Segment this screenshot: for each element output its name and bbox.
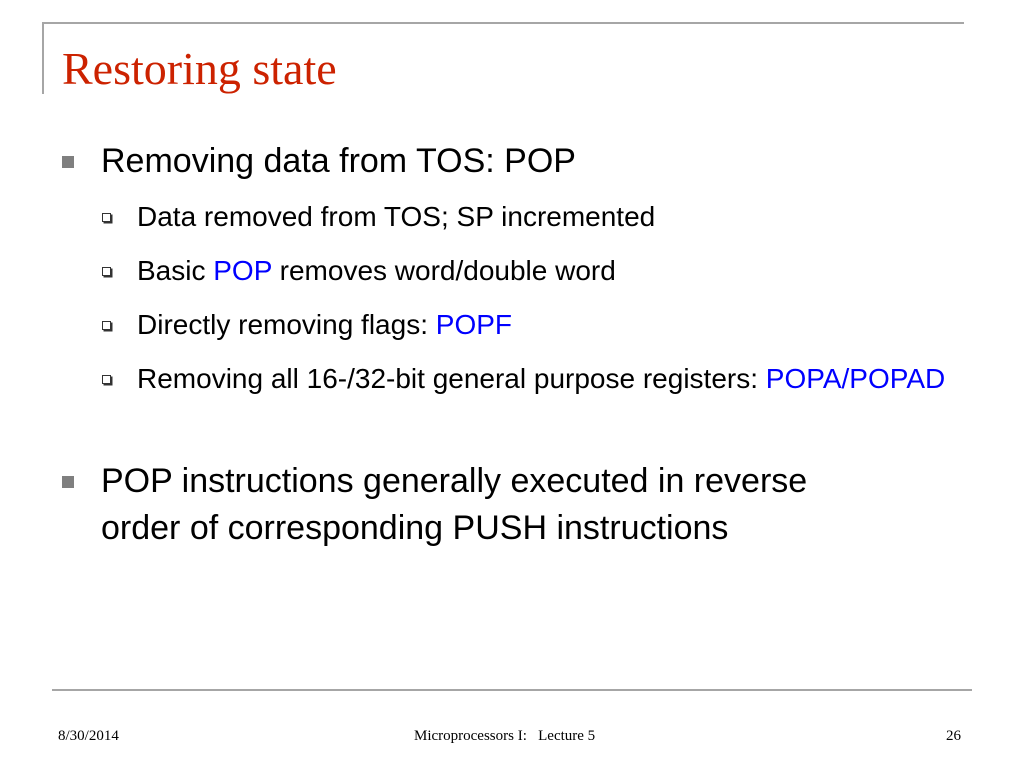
footer-date: 8/30/2014: [58, 728, 119, 744]
hollow-square-bullet-icon: [102, 267, 111, 276]
square-bullet-icon: [62, 476, 74, 488]
square-bullet-icon: [62, 156, 74, 168]
sub-bullet-text: Basic: [137, 255, 214, 286]
sub-bullet-text: Removing all 16-/32-bit general purpose registers:: [137, 363, 766, 394]
bullet-text: Removing data from TOS: POP: [101, 142, 576, 180]
sub-bullet-text: removes word/double word: [271, 255, 616, 286]
highlight-popf: POPF: [435, 309, 512, 340]
highlight-pop: POP: [213, 255, 272, 286]
frame-top-line: [42, 22, 964, 24]
bullet-text: POP instructions generally executed in reverse order of corresponding PUSH instructions: [101, 462, 808, 547]
footer-page-number: 26: [946, 728, 961, 744]
hollow-square-bullet-icon: [102, 213, 111, 222]
frame-left-line: [42, 22, 44, 94]
sub-bullet-text: Data removed from TOS; SP incremented: [137, 201, 656, 232]
footer-course: Microprocessors I: Lecture 5: [414, 728, 596, 744]
highlight-popa-popad: POPA/POPAD: [765, 363, 946, 394]
hollow-square-bullet-icon: [102, 321, 111, 330]
slide-title: Restoring state: [62, 43, 337, 94]
sub-bullet-text: Directly removing flags:: [137, 309, 436, 340]
hollow-square-bullet-icon: [102, 375, 111, 384]
footer-divider: [52, 689, 972, 691]
